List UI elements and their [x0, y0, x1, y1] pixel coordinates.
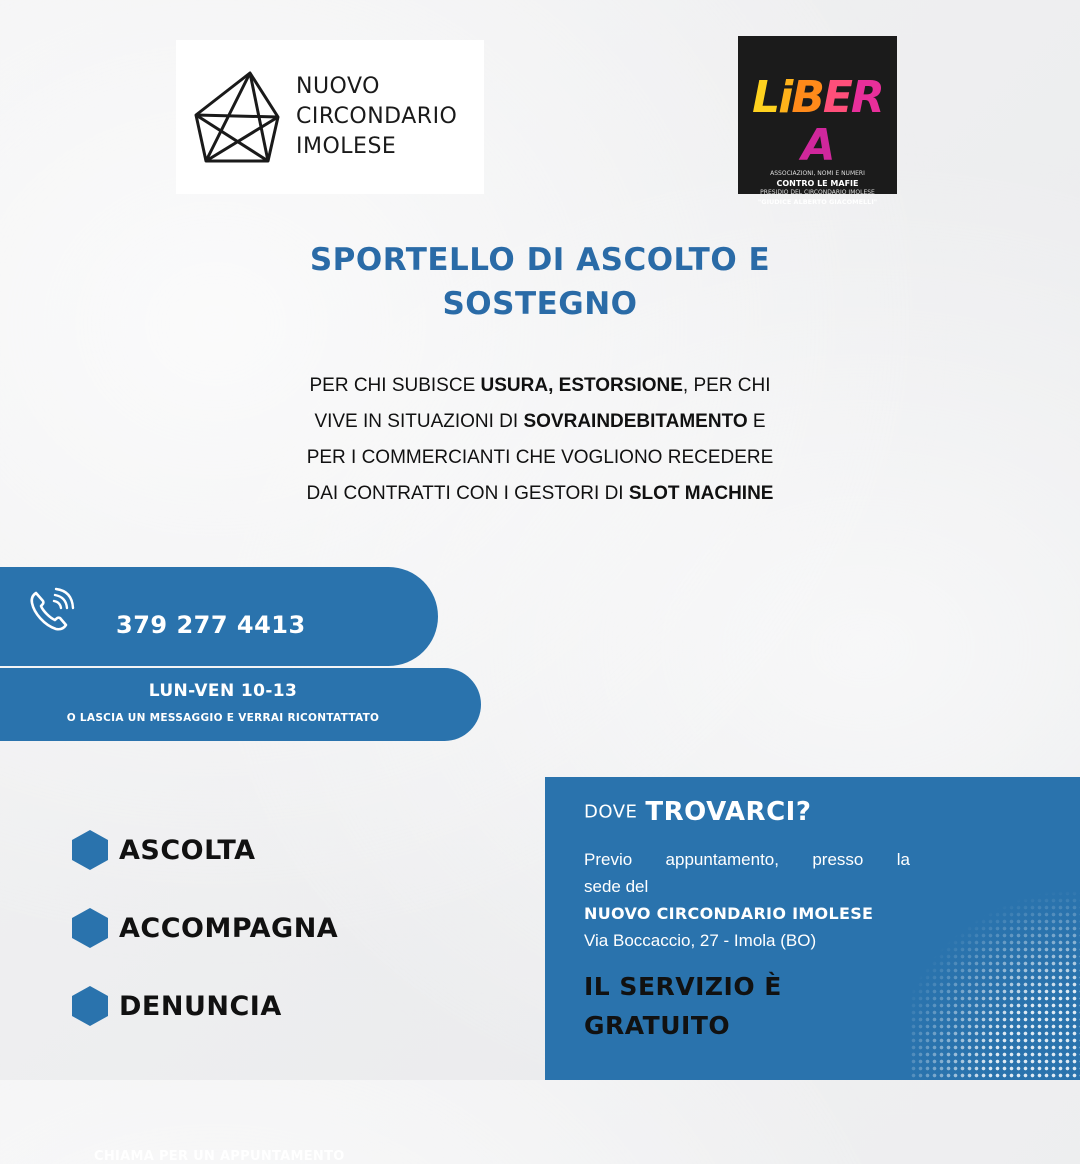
intro-paragraph: [215, 368, 865, 512]
intro-keyword-usura: USURA: [480, 375, 549, 396]
location-address: Via Boccaccio, 27 - Imola (BO): [584, 931, 817, 950]
nci-logo-line-3: IMOLESE: [296, 134, 397, 159]
halftone-decoration: [910, 890, 1080, 1080]
intro-text: , PER CHI: [682, 375, 771, 396]
free-service-line-2: GRATUITO: [584, 1011, 731, 1040]
nuovo-circondario-imolese-logo: [176, 40, 484, 194]
libera-line-4: "GIUDICE ALBERTO GIACOMELLI": [757, 198, 878, 206]
free-service-line-1: IL SERVIZIO È: [584, 972, 782, 1001]
intro-keyword-estorsione: ESTORSIONE: [558, 375, 683, 396]
libera-line-1: ASSOCIAZIONI, NOMI E NUMERI: [770, 170, 865, 177]
libera-letter: i: [778, 72, 792, 123]
polyhedron-logo-icon: [192, 67, 284, 167]
hexagon-icon: [72, 830, 108, 870]
pillar-label: DENUNCIA: [119, 990, 282, 1022]
location-heading-small: DOVE: [584, 801, 638, 823]
phone-number[interactable]: 379 277 4413: [116, 611, 306, 639]
page-title: [240, 238, 840, 326]
pillar-label: ACCOMPAGNA: [119, 912, 339, 944]
location-heading-big: TROVARCI?: [645, 797, 812, 827]
intro-text: VIVE IN SITUAZIONI DI: [314, 411, 524, 432]
message-note: O LASCIA UN MESSAGGIO E VERRAI RICONTATTATO: [66, 712, 380, 724]
hexagon-icon: [72, 986, 108, 1026]
hexagon-icon: [72, 908, 108, 948]
intro-line-3: PER I COMMERCIANTI CHE VOGLIONO RECEDERE: [306, 447, 774, 468]
page-title-line-2: SOSTEGNO: [442, 286, 638, 322]
libera-letter: R: [850, 72, 883, 123]
libera-letter: B: [791, 72, 823, 123]
intro-line-4: [215, 476, 865, 512]
location-organization: NUOVO CIRCONDARIO IMOLESE: [584, 904, 874, 923]
location-text-line-1: Previo appuntamento, presso la: [584, 850, 910, 869]
intro-keyword-slot-machine: SLOT MACHINE: [628, 483, 774, 504]
pillar-item-denuncia: [72, 986, 282, 1026]
pillar-label: ASCOLTA: [119, 834, 256, 866]
intro-text: E: [747, 411, 766, 432]
opening-hours: LUN-VEN 10-13: [148, 681, 298, 701]
hours-banner: [0, 668, 481, 741]
location-text-line-2: sede del: [584, 877, 649, 896]
intro-line-1: [215, 368, 865, 404]
nci-logo-line-2: CIRCONDARIO: [296, 104, 458, 129]
intro-keyword-sovraindebitamento: SOVRAINDEBITAMENTO: [523, 411, 748, 432]
location-box: [545, 777, 1080, 1080]
free-service-notice: [584, 967, 782, 1045]
libera-letter: L: [752, 72, 779, 123]
libera-letter: E: [822, 72, 851, 123]
intro-text: DAI CONTRATTI CON I GESTORI DI: [306, 483, 629, 504]
intro-comma: ,: [548, 375, 559, 396]
libera-line-2: CONTRO LE MAFIE: [776, 179, 859, 188]
call-label: CHIAMA PER UN APPUNTAMENTO: [94, 1149, 345, 1164]
phone-icon: [26, 587, 74, 635]
intro-line-2: [215, 404, 865, 440]
nci-logo-line-1: NUOVO: [296, 74, 380, 99]
location-heading: [584, 797, 811, 827]
pillar-item-accompagna: [72, 908, 338, 948]
libera-wordmark: [738, 74, 897, 170]
libera-logo: [738, 36, 897, 206]
libera-letter: A: [801, 120, 834, 171]
libera-line-3: PRESIDIO DEL CIRCONDARIO IMOLESE: [760, 189, 875, 196]
intro-text: PER CHI SUBISCE: [309, 375, 481, 396]
location-details: [584, 846, 910, 954]
page-title-line-1: SPORTELLO DI ASCOLTO E: [309, 242, 771, 278]
pillar-item-ascolta: [72, 830, 256, 870]
